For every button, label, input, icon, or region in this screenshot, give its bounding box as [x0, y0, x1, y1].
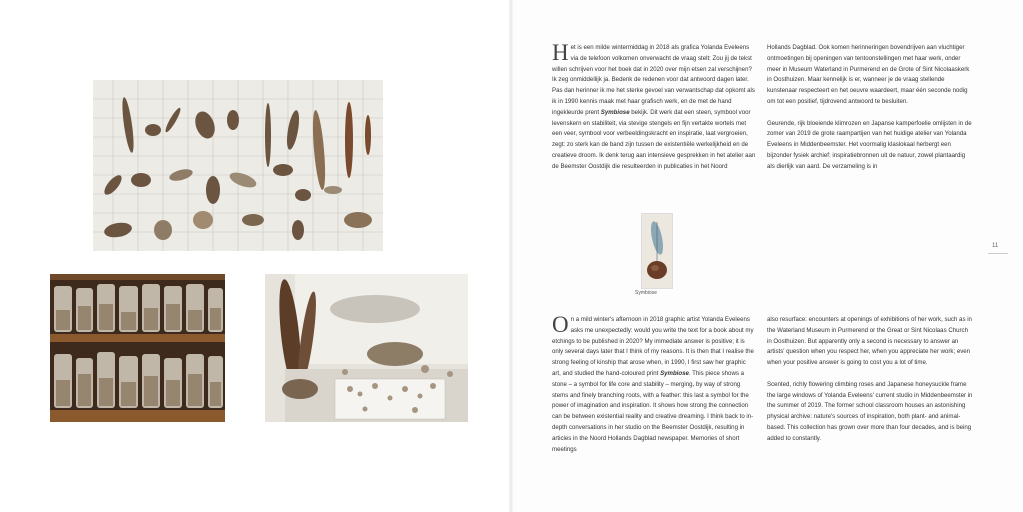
dutch-column-1: [552, 40, 756, 173]
english-column-2: [767, 315, 973, 445]
english-col1-text-before: n a mild winter's afternoon in 2018 graphic artist Yolanda Eveleens asks me unexpectedly: would you write the text for a book about my etchings to be published in 2020? My immediate answer is positive; it is only several days later that I think of my reasons. It is then that I realise the strong feeling of kinship that arose when, in 1990, I first saw her graphic art, and studied the hand-coloured print: [552, 316, 754, 377]
english-col1-italic: Symbiose: [660, 369, 689, 377]
english-col2-paragraph-2: Scented, richly flowering climbing roses and Japanese honeysuckle frame the large windows of Yolanda Eveleens' current studio in Middenbeemster in the summer of 2019. The former school classroom houses an astonishing physical archive: nature's sources of inspiration, both plant- and animal-based. This collection has grown over more than four decades, and is being added to constantly.: [767, 380, 973, 442]
dropcap-english: O: [552, 312, 569, 337]
book-gutter: [509, 0, 513, 512]
english-column-1: [552, 312, 756, 455]
left-page: [0, 0, 511, 512]
dutch-column-2: [767, 43, 973, 173]
table-collection-image: [265, 274, 468, 422]
feathers-grid-image: [93, 80, 383, 251]
photo-jars-on-shelves: [50, 274, 225, 422]
page-number: 11: [992, 243, 999, 249]
dutch-col2-paragraph-2: Geurende, rijk bloeiende klimrozen en Japanse kamperfoelie omlijsten in de zomer van 2019 de grote raampartijen van het huidige atelier van Yolanda Eveleens in Middenbeemster. Het voormalig klaslokaal herbergt een bijzonder fysiek archief: inspiratiebronnen uit de natuur, zowel plantaardig als dierlijk van aard. De verzameling is in: [767, 119, 972, 170]
photo-feathers-on-grid: [93, 80, 383, 251]
english-col1-text-after: . This piece shows a stone – a symbol for life core and stability – merging, by way of strong stems and finely branching roots, with a feather: this last a symbol for the power of imagination and inspiration. It shows how strong the connection can be between existential reality and creative dreaming. I think back to in-depth conversations in her studio on the Beemster Oostdijk, resulting in articles in the Noord Hollands Dagblad newspaper. Memories of short meetings: [552, 369, 754, 453]
symbiose-print-thumbnail: [641, 213, 673, 289]
dutch-col1-italic: Symbiose: [600, 108, 630, 116]
photo-table-collection: [265, 274, 468, 422]
dutch-col2-paragraph-1: Hollands Dagblad. Ook komen herinneringen bovendrijven aan vluchtiger ontmoetingen bij openingen van tentoonstellingen met haar werk, onder meer in Museum Waterland in Purmerend en de Grote of Sint Nicolaaskerk in Oosthuizen. Maar kennelijk is er, wanneer je de vraag stellende kunstenaar respecteert en het oeuvre waardeert, maar één seconde nodig om tot een positief, tijdrovend antwoord te besluiten.: [767, 44, 970, 105]
symbiose-feather-stone-image: [642, 214, 672, 288]
dutch-col1-text-after: bekijk. Dit werk dat een steen, symbool voor levenskern en stabiliteit, via stevige stengels en fijn vertakte wortels met een veer, symbool voor verbeeldingskracht en inspiratie, laat vergroeien, zegt: zo sterk kan de band zijn tussen de existentiële werkelijkheid en de creatieve droom. Ik denk terug aan intensieve gesprekken in het atelier aan de Beemster Oostdijk die resulteerden in publicaties in het Noord: [552, 108, 756, 170]
symbiose-caption: Symbiose: [635, 290, 657, 296]
dropcap-dutch: H: [552, 40, 569, 65]
jars-shelves-image: [50, 274, 225, 422]
english-col2-paragraph-1: also resurface: encounters at openings of exhibitions of her work, such as in the Waterland Museum in Purmerend or the Great or Sint Nicolaas Church in Oosthuizen. But apparently only a second is necessary to answer an artists' question when you respect her, when you appreciate her work; even when your positive answer is going to cost you a lot of time.: [767, 316, 972, 367]
dutch-col1-text-before: et is een milde wintermiddag in 2018 als grafica Yolanda Eveleens via de telefoon volkomen onverwacht de vraag stelt: Zou jij de tekst willen schrijven voor het boek dat in 2020 over mijn etsen zal verschijnen? Ik zeg onmiddellijk ja. Bedenk de redenen voor dat antwoord dagen later. Pas dan herinner ik me het sterke gevoel van verwantschap dat opkomt als ik in 1990 kennis maak met haar grafisch werk, en de met de hand ingekleurde prent: [552, 44, 755, 116]
page-number-rule: [988, 253, 1008, 254]
